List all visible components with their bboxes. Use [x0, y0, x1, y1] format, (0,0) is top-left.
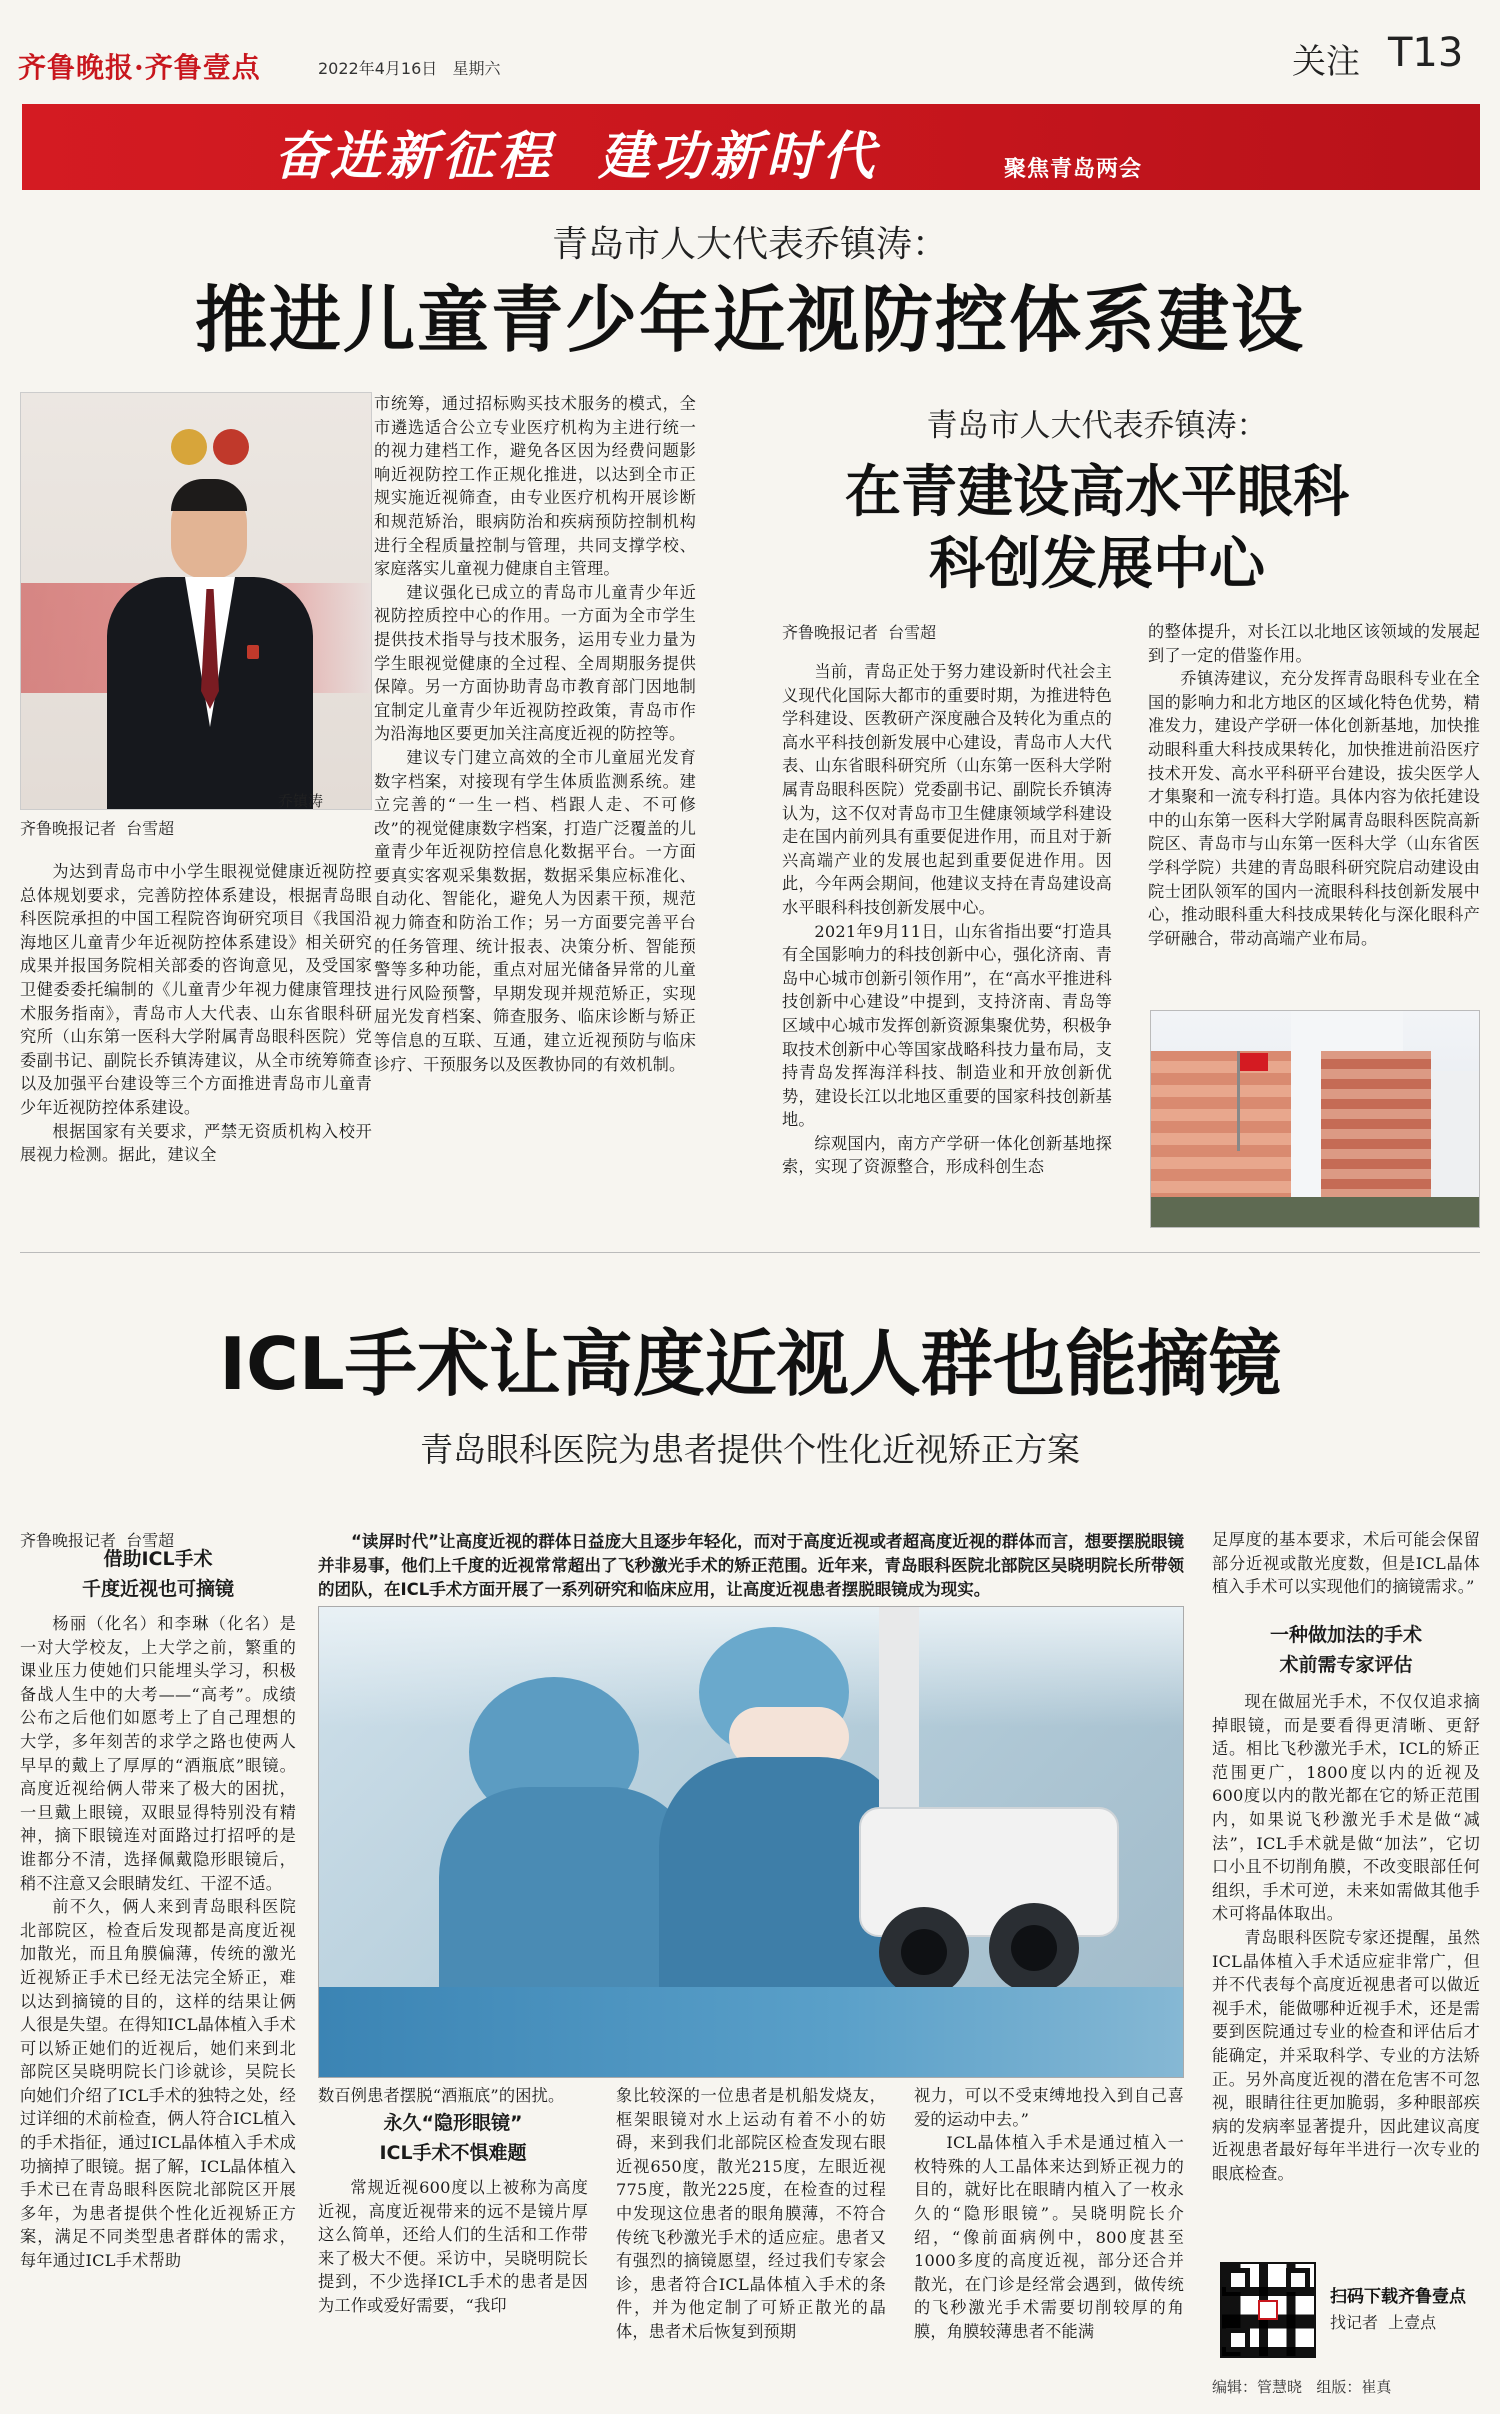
article3-paragraph: 杨丽（化名）和李琳（化名）是一对大学校友，上大学之前，繁重的课业压力使她们只能埋头学习，积极备战人生中的大考——“高考”。成绩公布之后他们如愿考上了自己理想的大学，多年刻苦的求学之路也使两人早早的戴上了厚厚的“酒瓶底”眼镜。高度近视给俩人带来了极大的困扰，一旦戴上眼镜，双眼显得特别没有精神，摘下眼镜连对面路过打招呼的是谁都分不清，选择佩戴隐形眼镜后，稍不注意又会眼睛发红、干涩不适。: [20, 1614, 296, 1893]
article3-column-4: [914, 2084, 1184, 2344]
article2-column-2: [1148, 620, 1480, 950]
article3-headline: ICL手术让高度近视人群也能摘镜: [219, 1322, 1281, 1406]
article1-column-2: [374, 392, 696, 1076]
article3-column-2-top: 数百例患者摆脱“酒瓶底”的困扰。: [318, 2086, 565, 2105]
section1-title-line1: 借助ICL手术: [103, 1548, 213, 1570]
article2-paragraph: 2021年9月11日，山东省指出要“打造具有全国影响力的科技创新中心，强化济南、青岛中心城市创新引领作用”，在“高水平推进科技创新中心建设”中提到，支持济南、青岛等区域中心城市发挥创新资源集聚优势，积极争取技术创新中心等国家战略科技力量布局，支持青岛发挥海洋科技、制造业和开放创新优势，建设长江以北地区重要的国家科技创新基地。: [782, 921, 1112, 1130]
representative-photo-caption: 乔镇涛: [278, 792, 324, 810]
section2-title-line1: 永久“隐形眼镜”: [383, 2112, 523, 2134]
article1-paragraph: 建议专门建立高效的全市儿童屈光发育数字档案，对接现有学生体质监测系统。建立完善的“一生一档、档跟人走、不可修改”的视觉健康数字档案，打造广泛覆盖的儿童青少年近视防控信息化数据平台。一方面要真实客观采集数据，数据采集应标准化、自动化、智能化，避免人为因素干预，规范视力筛查和防治工作；另一方面要完善平台的任务管理、统计报表、决策分析、智能预警等多种功能，重点对屈光储备异常的儿童进行风险预警，早期发现并规范矫正，实现屈光发育档案、筛查服务、临床诊断与矫正等信息的互联、互通，建立近视预防与临床诊疗、干预服务以及医教协同的有效机制。: [374, 747, 696, 1074]
article3-section1-title: [20, 1544, 296, 1604]
article2-headline-line2: 科创发展中心: [929, 532, 1265, 597]
banner-slogan: 奋进新征程 建功新时代: [274, 126, 879, 187]
surgery-photo: [318, 1606, 1184, 2078]
qr-code[interactable]: [1220, 2262, 1316, 2358]
section1-title-line2: 千度近视也可摘镜: [81, 1578, 234, 1600]
article3-byline: 齐鲁晚报记者 台雪超: [20, 1531, 175, 1550]
article3-lead: “读屏时代”让高度近视的群体日益庞大且逐步年轻化，而对于高度近视或者超高度近视的群体而言，想要摆脱眼镜并非易事，他们上千度的近视常常超出了飞秒激光手术的矫正范围。近年来，青岛眼科医院北部院区吴晓明院长所带领的团队，在ICL手术方面开展了一系列研究和临床应用，让高度近视患者摆脱眼镜成为现实。: [318, 1532, 1184, 1599]
section3-title-line1: 一种做加法的手术: [1269, 1624, 1422, 1646]
article1-headline: 推进儿童青少年近视防控体系建设: [194, 278, 1305, 362]
article3-column-2: [318, 2176, 588, 2318]
article3-paragraph: ICL晶体植入手术是通过植入一枚特殊的人工晶体来达到矫正视力的目的，就好比在眼睛内植入了一枚永久的“隐形眼镜”。吴晓明院长介绍，“像前面病例中，800度甚至1000多度的高度近视，部分还合并散光，在门诊是经常会遇到，做传统的飞秒激光手术需要切削较厚的角膜，角膜较薄患者不能满: [914, 2133, 1184, 2341]
article1-kicker: 青岛市人大代表乔镇涛：: [551, 224, 948, 265]
article2-paragraph: 的整体提升，对长江以北地区该领域的发展起到了一定的借鉴作用。: [1148, 622, 1480, 665]
article1-paragraph: 为达到青岛市中小学生眼视觉健康近视防控总体规划要求，完善防控体系建设，根据青岛眼科医院承担的中国工程院咨询研究项目《我国沿海地区儿童青少年近视防控体系建设》相关研究成果并报国务院相关部委的咨询意见，及受国家卫健委委托编制的《儿童青少年视力健康管理技术服务指南》，青岛市人大代表、山东省眼科研究所（山东第一医科大学附属青岛眼科医院）党委副书记、副院长乔镇涛建议，从全市统筹筛查以及加强平台建设等三个方面推进青岛市儿童青少年近视防控体系建设。: [20, 862, 372, 1117]
article3-section3-title: [1212, 1620, 1480, 1680]
banner: [22, 104, 1480, 190]
qr-sublabel: 找记者 上壹点: [1330, 2313, 1437, 2332]
article3-section2-title: [318, 2108, 588, 2168]
section3-title-line2: 术前需专家评估: [1279, 1654, 1413, 1676]
representative-photo: [20, 392, 372, 810]
article2-headline-line1: 在青建设高水平眼科: [845, 460, 1349, 525]
article3-subheadline: 青岛眼科医院为患者提供个性化近视矫正方案: [420, 1430, 1080, 1469]
section2-title-line2: ICL手术不惧难题: [379, 2142, 527, 2164]
article2-paragraph: 综观国内，南方产学研一体化创新基地探索，实现了资源整合，形成科创生态: [782, 1133, 1112, 1177]
article3-paragraph: 常规近视600度以上被称为高度近视，高度近视带来的远不是镜片厚这么简单，还给人们的生活和工作带来了极大不便。采访中，吴晓明院长提到，不少选择ICL手术的患者是因为工作或爱好需要，“我印: [318, 2178, 588, 2315]
masthead-date: 2022年4月16日 星期六: [318, 59, 501, 78]
article1-paragraph: 建议强化已成立的青岛市儿童青少年近视防控质控中心的作用。一方面为全市学生提供技术指导与技术服务，运用专业力量为学生眼视觉健康的全过程、全周期服务提供保障。另一方面协助青岛市教育部门因地制宜制定儿童青少年近视防控政策，青岛市作为沿海地区要更加关注高度近视的防控等。: [374, 582, 696, 744]
footer-layout: 组版：崔真: [1316, 2378, 1392, 2396]
article2-paragraph: 乔镇涛建议，充分发挥青岛眼科专业在全国的影响力和北方地区的区域化特色优势，精准发力，建设产学研一体化创新基地，加快推动眼科重大科技成果转化，加快推进前沿医疗技术开发、高水平科研平台建设，拔尖医学人才集聚和一流专科打造。具体内容为依托建设中的山东第一医科大学附属青岛眼科医院高新院区、青岛市与山东第一医科大学（山东省医学科学院）共建的青岛眼科研究院启动建设由院士团队领军的国内一流眼科科技创新发展中心，推动眼科重大科技成果转化与深化眼科产学研融合，带动高端产业布局。: [1148, 669, 1480, 948]
hospital-photo: [1150, 1010, 1480, 1228]
article1-paragraph: 市统筹，通过招标购买技术服务的模式，全市遴选适合公立专业医疗机构为主进行统一的视力建档工作，避免各区因为经费问题影响近视防控工作正规化推进，以达到全市正规实施近视筛查，由专业医疗机构开展诊断和规范矫治，眼病防治和疾病预防控制机构进行全程质量控制与管理，共同支撑学校、家庭落实儿童视力健康自主管理。: [374, 394, 696, 579]
article1-paragraph: 根据国家有关要求，严禁无资质机构入校开展视力检测。据此，建议全: [20, 1121, 372, 1165]
qr-label: 扫码下载齐鲁壹点: [1330, 2287, 1466, 2307]
article3-column-5: [1212, 1690, 1480, 2185]
article2-column-1: [782, 660, 1112, 1179]
article3-paragraph: 视力，可以不受束缚地投入到自己喜爱的运动中去。”: [914, 2086, 1184, 2129]
banner-tag: 聚焦青岛两会: [1004, 157, 1143, 182]
article2-paragraph: 当前，青岛正处于努力建设新时代社会主义现代化国际大都市的重要时期，为推进特色学科建设、医教研产深度融合及转化为重点的高水平科技创新发展中心建设，青岛市人大代表、山东省眼科研究所（山东第一医科大学附属青岛眼科医院）党委副书记、副院长乔镇涛认为，这不仅对青岛市卫生健康领域学科建设走在国内前列具有重要促进作用，而且对于新兴高端产业的发展也起到重要促进作用。因此，今年两会期间，他建议支持在青岛建设高水平眼科科技创新发展中心。: [782, 662, 1112, 917]
article1-byline: 齐鲁晚报记者 台雪超: [20, 819, 175, 838]
article3-paragraph: 前不久，俩人来到青岛眼科医院北部院区，检查后发现都是高度近视加散光，而且角膜偏薄，传统的激光近视矫正手术已经无法完全矫正，难以达到摘镜的目的，这样的结果让俩人很是失望。在得知ICL晶体植入手术可以矫正她们的近视后，她们来到北部院区吴晓明院长门诊就诊，吴院长向她们介绍了ICL手术的独特之处，经过详细的术前检查，俩人符合ICL植入的手术指征，通过ICL晶体植入手术成功摘掉了眼镜。据了解，ICL晶体植入手术已在青岛眼科医院北部院区开展多年，为患者提供个性化近视矫正方案，满足不同类型患者群体的需求，每年通过ICL手术帮助: [20, 1897, 296, 2271]
article3-column-5-top: 足厚度的基本要求，术后可能会保留部分近视或散光度数，但是ICL晶体植入手术可以实现他们的摘镜需求。”: [1212, 1530, 1480, 1597]
article2-kicker: 青岛市人大代表乔镇涛：: [926, 408, 1268, 444]
article3-paragraph: 现在做屈光手术，不仅仅追求摘掉眼镜，而是要看得更清晰、更舒适。相比飞秒激光手术，ICL的矫正范围更广，1800度以内的近视及600度以内的散光都在它的矫正范围内，如果说飞秒激光手术是做“减法”，ICL手术就是做“加法”，它切口小且不切削角膜，不改变眼部任何组织，手术可逆，未来如需做其他手术可将晶体取出。: [1212, 1692, 1480, 1924]
footer-editor: 编辑：管慧晓: [1212, 2378, 1303, 2396]
article3-column-3: [616, 2084, 886, 2344]
masthead-page-number: T13: [1388, 30, 1464, 76]
masthead: [0, 0, 1500, 100]
section-divider: [20, 1252, 1480, 1253]
article3-paragraph: 象比较深的一位患者是机船发烧友，框架眼镜对水上运动有着不小的妨碍，来到我们北部院区检查发现右眼近视650度，散光215度，左眼近视775度，散光225度，在检查的过程中发现这位患者的眼角膜薄，不符合传统飞秒激光手术的适应症。患者又有强烈的摘镜愿望，经过我们专家会诊，患者符合ICL晶体植入手术的条件，并为他定制了可矫正散光的晶体，患者术后恢复到预期: [616, 2086, 886, 2341]
masthead-logo: 齐鲁晚报·齐鲁壹点: [18, 51, 261, 84]
article3-paragraph: 青岛眼科医院专家还提醒，虽然ICL晶体植入手术适应症非常广，但并不代表每个高度近视患者可以做近视手术，能做哪种近视手术，还是需要到医院通过专业的检查和评估后才能确定，并采取科学、专业的方法矫正。另外高度近视的潜在危害不可忽视，眼睛往往更加脆弱，多种眼部疾病的发病率显著提升，因此建议高度近视患者最好每年半进行一次专业的眼底检查。: [1212, 1927, 1480, 2183]
masthead-section: 关注: [1292, 42, 1360, 82]
article1-column-1: [20, 860, 372, 1167]
masthead-weekday: 星期六: [452, 59, 501, 78]
footer-credits: [1212, 2376, 1391, 2397]
article3-column-1: [20, 1612, 296, 2273]
article2-byline: 齐鲁晚报记者 台雪超: [782, 623, 937, 642]
